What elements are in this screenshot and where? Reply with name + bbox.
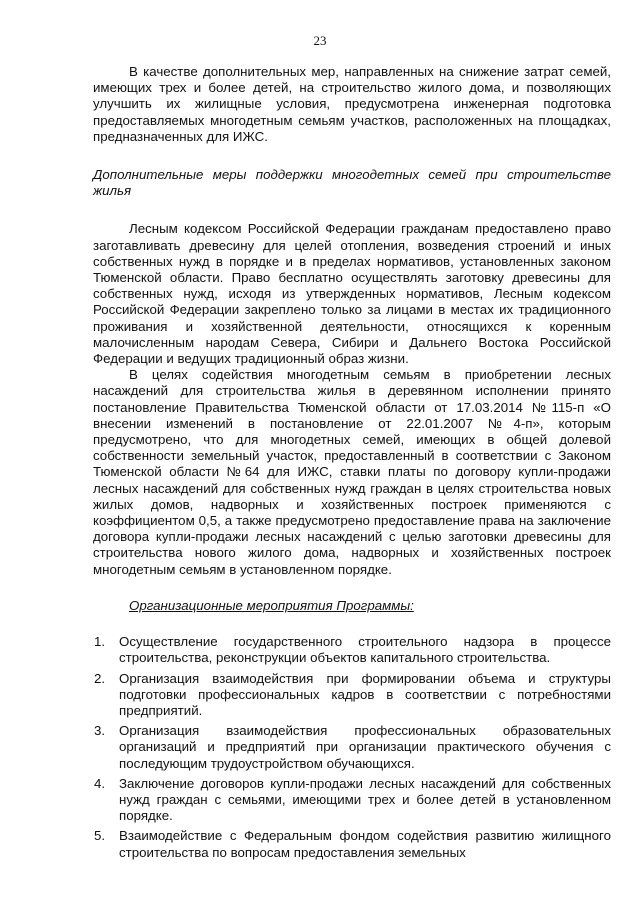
forest-code-paragraph: Лесным кодексом Российской Федерации гражданам предоставлено право заготавливать древесину для целей отопления, возведения строений и иных собственных нужд в порядке и в пределах нормативов, установленных законом Тюменской области. Право бесплатно осуществлять заготовку древесины для собственных нужд, исходя из утвержденных нормативов, Лесным кодексом Российской Федерации закреплено только за лицами в местах их традиционного проживания и хозяйственной деятельности, относящихся к коренным малочисленным народам Севера, Сибири и Дальнего Востока Российской Федерации и ведущих традиционный образ жизни. — [93, 221, 611, 367]
resolution-paragraph: В целях содействия многодетным семьям в приобретении лесных насаждений для строительства жилья в деревянном исполнении принято постановление Правительства Тюменской области от 17.03.2014 №115-п «О внесении изменений в постановление от 22.01.2007 №4-п», которым предусмотрено, что для многодетных семей, имеющих в общей долевой собственности земельный участок, предоставленный в соответствии с Законом Тюменской области №64 для ИЖС, ставки платы по договору купли-продажи лесных насаждений для собственных нужд граждан в целях строительства новых жилых домов, надворных и хозяйственных построек применяются с коэффициентом 0,5, а также предусмотрено предоставление права на заключение договора купли-продажи лесных насаждений с целью заготовки древесины для строительства нового жилого дома, надворных и хозяйственных построек многодетным семьям в установленном порядке. — [93, 367, 611, 577]
list-item — [93, 671, 611, 720]
list-item-text: Организация взаимодействия профессиональных образовательных организаций и предприятий при организации практического обучения с последующим трудоустройством обучающихся. — [119, 723, 611, 771]
list-item-number: 4. — [94, 775, 106, 791]
page-number: 23 — [313, 33, 327, 48]
list-item-text: Взаимодействие с Федеральным фондом содействия развитию жилищного строительства по вопросам предоставления земельных — [119, 828, 611, 860]
organizational-measures-list — [93, 634, 611, 861]
list-item — [93, 723, 611, 772]
list-item — [93, 634, 611, 666]
list-item-number: 1. — [94, 634, 106, 650]
list-item-text: Осуществление государственного строительного надзора в процессе строительства, реконструкции объектов капитального строительства. — [119, 634, 611, 666]
list-item-number: 2. — [94, 670, 106, 686]
organizational-measures-heading: Организационные мероприятия Программы: — [129, 597, 414, 613]
list-item-text: Организация взаимодействия при формировании объема и структуры подготовки профессиональных кадров в соответствии с потребностями предприятий. — [119, 670, 611, 718]
list-item — [93, 828, 611, 860]
intro-paragraph: В качестве дополнительных мер, направленных на снижение затрат семей, имеющих трех и более детей, на строительство жилого дома, и позволяющих улучшить их жилищные условия, предусмотрена инженерная подготовка предоставляемых многодетным семьям участков, расположенных на площадках, предназначенных для ИЖС. — [93, 64, 611, 144]
list-item-number: 5. — [94, 828, 106, 844]
list-item-text: Заключение договоров купли-продажи лесных насаждений для собственных нужд граждан с семьями, имеющими трех и более детей в установленном порядке. — [119, 775, 611, 824]
support-measures-heading: Дополнительные меры поддержки многодетных семей при строительстве жилья — [93, 167, 611, 199]
list-item-number: 3. — [94, 723, 106, 739]
document-body — [93, 64, 611, 865]
list-item — [93, 776, 611, 825]
